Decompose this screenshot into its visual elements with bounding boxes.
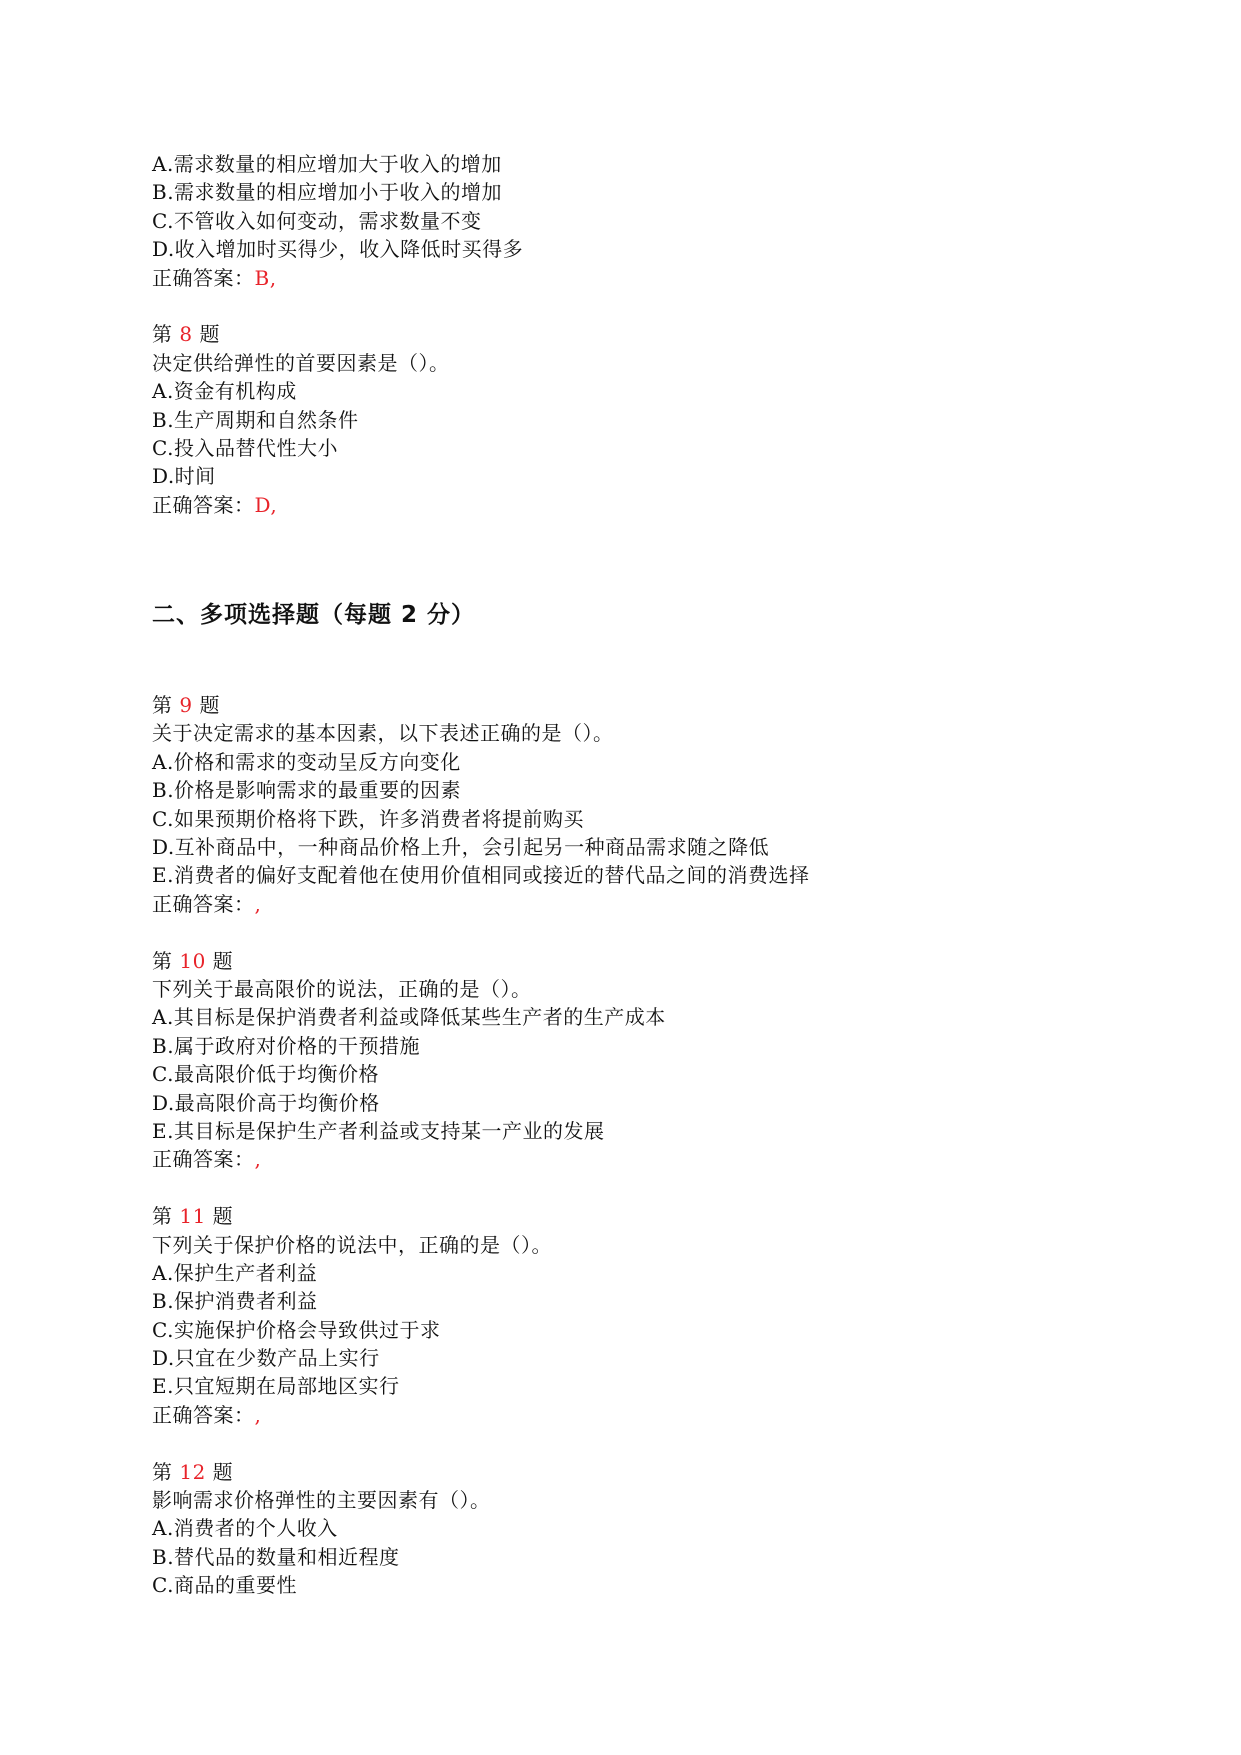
option-a: A.其目标是保护消费者利益或降低某些生产者的生产成本 <box>152 1005 666 1030</box>
question-header <box>152 947 1152 975</box>
question-prefix: 第 <box>152 322 173 347</box>
question-suffix: 题 <box>199 693 220 718</box>
option-e: E.其目标是保护生产者利益或支持某一产业的发展 <box>152 1118 605 1143</box>
answer-value: , <box>254 1147 262 1172</box>
question-9 <box>152 691 1152 918</box>
question-12 <box>152 1458 1152 1600</box>
answer-label: 正确答案： <box>152 1402 255 1427</box>
option-b: B.需求数量的相应增加小于收入的增加 <box>152 180 503 205</box>
option-a: A.消费者的个人收入 <box>152 1516 338 1541</box>
option-d: D.最高限价高于均衡价格 <box>152 1090 380 1115</box>
answer-label: 正确答案： <box>152 265 255 290</box>
question-11 <box>152 1202 1152 1429</box>
option-d: D.只宜在少数产品上实行 <box>152 1346 380 1371</box>
option-c: C.如果预期价格将下跌，许多消费者将提前购买 <box>152 806 584 831</box>
question-8 <box>152 320 1152 519</box>
question-stem: 下列关于保护价格的说法中，正确的是（）。 <box>152 1232 552 1257</box>
answer-value: , <box>254 891 262 916</box>
answer-line <box>152 1145 1152 1173</box>
option-b: B.属于政府对价格的干预措施 <box>152 1033 421 1058</box>
answer-line <box>152 491 1152 519</box>
question-header <box>152 691 1152 719</box>
option-b: B.保护消费者利益 <box>152 1289 318 1314</box>
option-d: D.时间 <box>152 464 216 489</box>
question-suffix: 题 <box>199 322 220 347</box>
question-suffix: 题 <box>212 1204 234 1229</box>
answer-line <box>152 890 1152 918</box>
question-prefix: 第 <box>152 693 173 718</box>
option-a: A.保护生产者利益 <box>152 1260 318 1285</box>
option-b: B.替代品的数量和相近程度 <box>152 1544 400 1569</box>
option-e: E.只宜短期在局部地区实行 <box>152 1374 400 1399</box>
answer-value: B, <box>254 265 277 290</box>
option-d: D.互补商品中，一种商品价格上升，会引起另一种商品需求随之降低 <box>152 835 770 860</box>
answer-label: 正确答案： <box>152 891 255 916</box>
option-a: A.资金有机构成 <box>152 379 297 404</box>
option-c: C.商品的重要性 <box>152 1573 297 1598</box>
option-c: C.投入品替代性大小 <box>152 435 338 460</box>
question-prefix: 第 <box>152 1204 173 1229</box>
option-a: A.价格和需求的变动呈反方向变化 <box>152 749 461 774</box>
answer-value: , <box>254 1402 262 1427</box>
question-10 <box>152 947 1152 1174</box>
option-c: C.最高限价低于均衡价格 <box>152 1062 379 1087</box>
question-header <box>152 1202 1152 1230</box>
question-suffix: 题 <box>212 1459 234 1484</box>
question-suffix: 题 <box>212 948 234 973</box>
question-stem: 下列关于最高限价的说法，正确的是（）。 <box>152 976 532 1001</box>
question-number: 9 <box>179 693 193 718</box>
question-prefix: 第 <box>152 1459 173 1484</box>
question-stem: 影响需求价格弹性的主要因素有（）。 <box>152 1488 491 1513</box>
option-a: A.需求数量的相应增加大于收入的增加 <box>152 152 502 176</box>
question-stem: 关于决定需求的基本因素，以下表述正确的是（）。 <box>152 721 614 746</box>
question-prefix: 第 <box>152 948 173 973</box>
answer-line <box>152 1401 1152 1429</box>
option-c: C.不管收入如何变动，需求数量不变 <box>152 208 482 233</box>
question-number: 11 <box>179 1204 206 1229</box>
document-page <box>152 150 1152 1600</box>
section-title: 二、多项选择题（每题 2 分） <box>152 602 476 629</box>
question-number: 12 <box>179 1459 206 1484</box>
question-number: 10 <box>179 948 206 973</box>
option-b: B.价格是影响需求的最重要的因素 <box>152 778 462 803</box>
question-header <box>152 320 1152 348</box>
question-7 <box>152 150 1152 292</box>
option-d: D.收入增加时买得少，收入降低时买得多 <box>152 237 524 262</box>
answer-label: 正确答案： <box>152 492 255 517</box>
answer-line <box>152 264 1152 292</box>
question-stem: 决定供给弹性的首要因素是（）。 <box>152 350 450 375</box>
answer-label: 正确答案： <box>152 1147 255 1172</box>
option-e: E.消费者的偏好支配着他在使用价值相同或接近的替代品之间的消费选择 <box>152 863 810 888</box>
answer-value: D, <box>254 492 278 517</box>
question-number: 8 <box>179 322 193 347</box>
option-b: B.生产周期和自然条件 <box>152 407 359 432</box>
question-header <box>152 1458 1152 1486</box>
option-c: C.实施保护价格会导致供过于求 <box>152 1317 441 1342</box>
